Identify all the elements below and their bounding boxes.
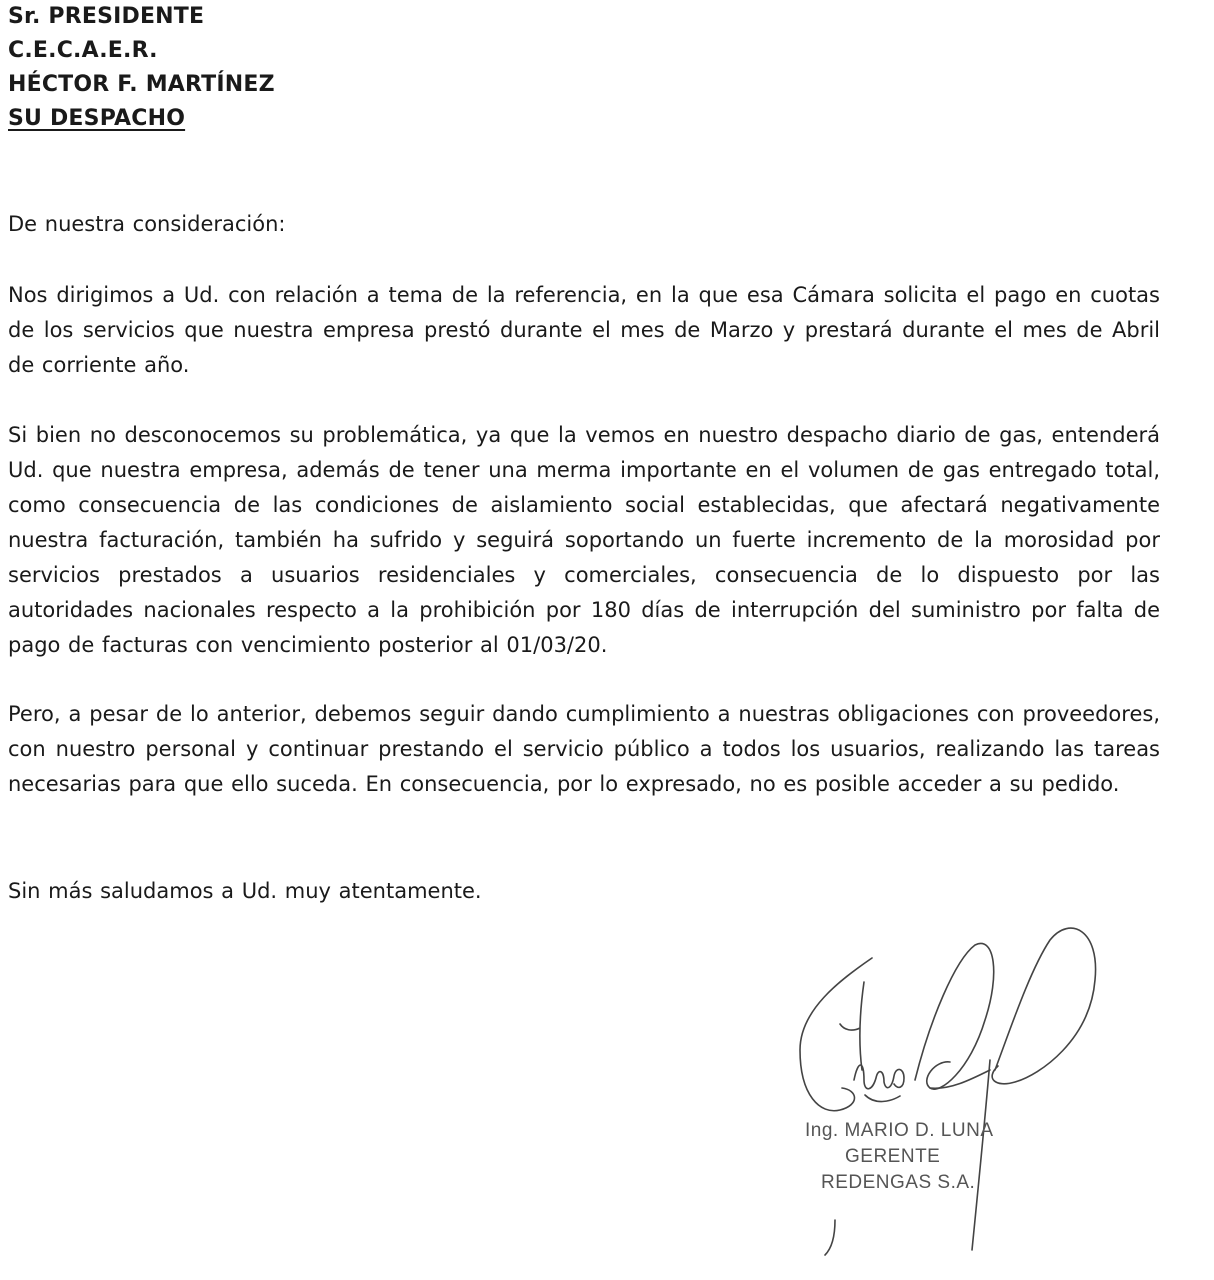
addressee-block [8,0,275,136]
addressee-office: SU DESPACHO [8,106,186,131]
signature-stamp [805,1118,1035,1196]
addressee-organization: C.E.C.A.E.R. [8,38,158,63]
stamp-name: Ing. MARIO D. LUNA [805,1120,994,1141]
paragraph-decision: Pero, a pesar de lo anterior, debemos seguir dando cumplimiento a nuestras obligaciones con proveedores, con nuestro personal y continuar prestando el servicio público a todos los usuarios, realizando las tareas necesarias para que ello suceda. En consecuencia, por lo expresado, no es posible acceder a su pedido. [8,702,1160,796]
addressee-title: Sr. PRESIDENTE [8,4,205,29]
handwritten-signature [780,920,1110,1260]
paragraph-situation: Si bien no desconocemos su problemática, ya que la vemos en nuestro despacho diario de gas, entenderá Ud. que nuestra empresa, además de tener una merma importante en el volumen de gas entregado total, como consecuencia de las condiciones de aislamiento social establecidas, que afectará negativamente nuestra facturación, también ha sufrido y seguirá soportando un fuerte incremento de la morosidad por servicios prestados a usuarios residenciales y comerciales, consecuencia de lo dispuesto por las autoridades nacionales respecto a la prohibición por 180 días de interrupción del suministro por falta de pago de facturas con vencimiento posterior al 01/03/20. [8,423,1160,657]
closing-line: Sin más saludamos a Ud. muy atentamente. [8,879,482,903]
stamp-position: GERENTE [845,1146,941,1167]
paragraph-request: Nos dirigimos a Ud. con relación a tema de la referencia, en la que esa Cámara solicita el pago en cuotas de los servicios que nuestra empresa prestó durante el mes de Marzo y prestará durante el mes de Abril de corriente año. [8,283,1160,377]
addressee-name: HÉCTOR F. MARTÍNEZ [8,72,275,97]
salutation: De nuestra consideración: [8,212,286,236]
stamp-company: REDENGAS S.A. [821,1172,976,1193]
